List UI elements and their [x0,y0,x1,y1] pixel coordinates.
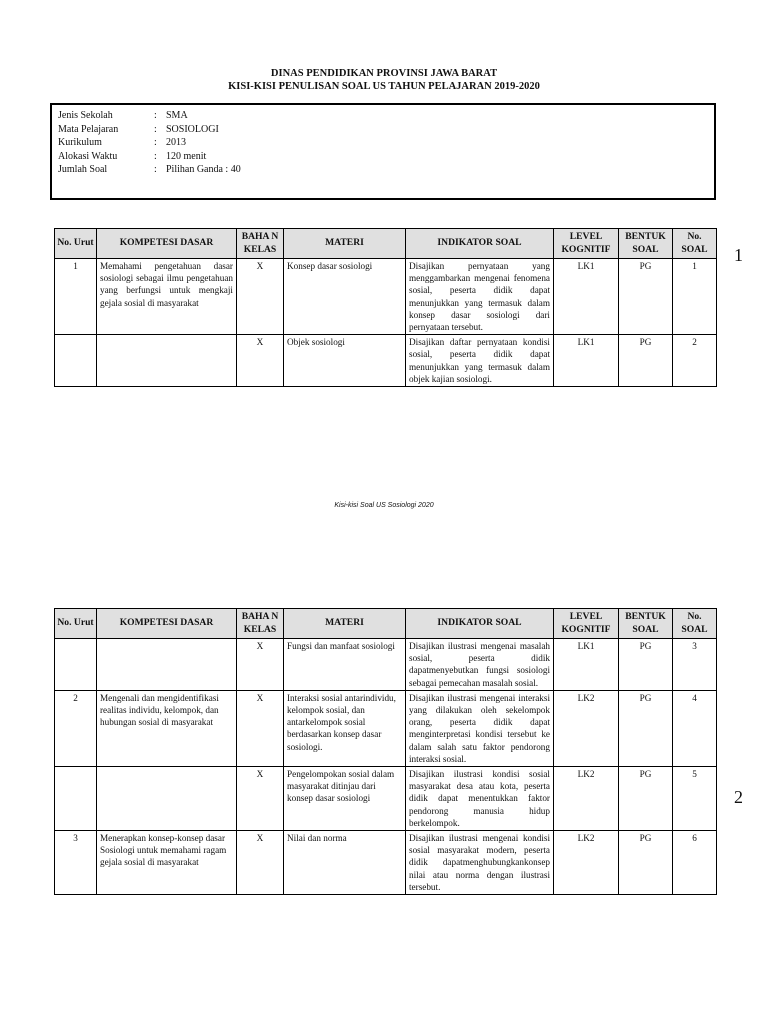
info-label: Jumlah Soal [58,164,108,176]
page-number: 2 [734,787,743,807]
cell-level: LK1 [554,259,619,335]
table-header-row [55,229,717,259]
cell-bentuk: PG [619,335,673,387]
cell-materi: Fungsi dan manfaat sosiologi [284,639,406,691]
cell-level: LK1 [554,335,619,387]
cell-bentuk: PG [619,767,673,831]
info-row-school-type [58,109,708,123]
info-value: 2013 [166,137,186,149]
blueprint-table-page1 [54,228,717,387]
cell-no [55,335,97,387]
cell-kelas: X [237,639,284,691]
cell-bentuk: PG [619,639,673,691]
cell-materi: Pengelompokan sosial dalam masyarakat ditinjau dari konsep dasar sosiologi [284,767,406,831]
cell-materi: Nilai dan norma [284,831,406,895]
cell-materi: Konsep dasar sosiologi [284,259,406,335]
cell-no: 2 [55,690,97,766]
cell-indikator: Disajikan ilustrasi mengenai interaksi yang dilakukan oleh sekelompok orang, peserta didik dapat menginterpretasi kondisi tersebut ke dalam salah satu faktor pendorong interaksi sosial. [406,690,554,766]
info-colon: : [154,123,157,135]
header-level: LEVEL KOGNITIF [554,609,619,639]
table-row [55,259,717,335]
cell-no-soal: 4 [673,690,717,766]
cell-kompetensi: Menerapkan konsep-konsep dasar Sosiologi untuk memahami ragam gejala sosial di masyarakat [97,831,237,895]
info-label: Alokasi Waktu [58,150,118,162]
cell-materi: Interaksi sosial antarindividu, kelompok sosial, dan antarkelompok sosial berdasarkan konsep dasar sosiologi. [284,690,406,766]
cell-indikator: Disajikan daftar pernyataan kondisi sosial, peserta didik dapat menunjukkan yang termasuk dalam objek kajian sosiologi. [406,335,554,387]
cell-kelas: X [237,259,284,335]
info-row-question-count [58,163,708,177]
info-colon: : [154,150,157,162]
school-info-box [50,103,716,200]
cell-materi: Objek sosiologi [284,335,406,387]
cell-indikator: Disajikan ilustrasi mengenai masalah sosial, peserta didik dapatmenyebutkan fungsi sosiologi sebagai pemecahan masalah sosial. [406,639,554,691]
header-level: LEVEL KOGNITIF [554,229,619,259]
cell-no-soal: 6 [673,831,717,895]
cell-indikator: Disajikan ilustrasi mengenai kondisi sosial masyarakat modern, peserta didik dapatmenghubungkankonsep nilai atau norma dengan ilustrasi tersebut. [406,831,554,895]
cell-kompetensi [97,335,237,387]
info-colon: : [154,137,157,149]
cell-level: LK1 [554,639,619,691]
info-colon: : [154,164,157,176]
header-no-urut: No. Urut [55,609,97,639]
table-row [55,831,717,895]
info-label: Jenis Sekolah [58,110,113,121]
table-header-row [55,609,717,639]
header-no-soal: No. SOAL [673,609,717,639]
blueprint-table-page2 [54,608,717,895]
cell-bentuk: PG [619,831,673,895]
header-bentuk: BENTUK SOAL [619,229,673,259]
cell-kelas: X [237,335,284,387]
header-materi: MATERI [284,229,406,259]
info-value: SOSIOLOGI [166,123,219,135]
header-no-urut: No. Urut [55,229,97,259]
cell-kompetensi [97,767,237,831]
cell-no-soal: 3 [673,639,717,691]
header-indikator: INDIKATOR SOAL [406,609,554,639]
table-row [55,767,717,831]
cell-no: 1 [55,259,97,335]
cell-no-soal: 1 [673,259,717,335]
table-row [55,335,717,387]
page-footer: Kisi-kisi Soal US Sosiologi 2020 [334,502,434,509]
header-materi: MATERI [284,609,406,639]
cell-bentuk: PG [619,690,673,766]
cell-indikator: Disajikan ilustrasi kondisi sosial masyarakat desa atau kota, peserta didik dapat menentukkan faktor pendorong manusia hidup berkelompok. [406,767,554,831]
cell-bentuk: PG [619,259,673,335]
header-kompetensi: KOMPETESI DASAR [97,229,237,259]
header-bentuk: BENTUK SOAL [619,609,673,639]
info-colon: : [154,110,157,121]
cell-kompetensi: Mengenali dan mengidentifikasi realitas individu, kelompok, dan hubungan sosial di masyarakat [97,690,237,766]
cell-level: LK2 [554,690,619,766]
info-row-subject [58,123,708,137]
cell-indikator: Disajikan pernyataan yang menggambarkan mengenai fenomena sosial, peserta didik dapat menunjukkan yang termasuk dalam konsep dasar sosiologi dari pernyataan tersebut. [406,259,554,335]
cell-no: 3 [55,831,97,895]
cell-kompetensi: Memahami pengetahuan dasar sosiologi sebagai ilmu pengetahuan yang berfungsi untuk mengkaji gejala sosial di masyarakat [97,259,237,335]
cell-kelas: X [237,831,284,895]
info-value: SMA [166,110,188,121]
cell-level: LK2 [554,831,619,895]
cell-kelas: X [237,690,284,766]
table-row [55,690,717,766]
info-value: 120 menit [166,150,207,162]
table-row [55,639,717,691]
cell-no-soal: 5 [673,767,717,831]
info-label: Mata Pelajaran [58,123,119,135]
info-row-curriculum [58,136,708,150]
page-number: 1 [734,245,743,265]
cell-kelas: X [237,767,284,831]
header-bahan-kelas: BAHA N KELAS [237,609,284,639]
cell-level: LK2 [554,767,619,831]
header-no-soal: No. SOAL [673,229,717,259]
document-title-line2: KISI-KISI PENULISAN SOAL US TAHUN PELAJARAN 2019-2020 [228,81,540,92]
header-bahan-kelas: BAHA N KELAS [237,229,284,259]
cell-kompetensi [97,639,237,691]
cell-no-soal: 2 [673,335,717,387]
header-kompetensi: KOMPETESI DASAR [97,609,237,639]
document-title-line1: DINAS PENDIDIKAN PROVINSI JAWA BARAT [270,68,498,79]
cell-no [55,639,97,691]
info-row-time [58,150,708,164]
cell-no [55,767,97,831]
header-indikator: INDIKATOR SOAL [406,229,554,259]
info-value: Pilihan Ganda : 40 [166,164,241,176]
info-label: Kurikulum [58,137,102,149]
